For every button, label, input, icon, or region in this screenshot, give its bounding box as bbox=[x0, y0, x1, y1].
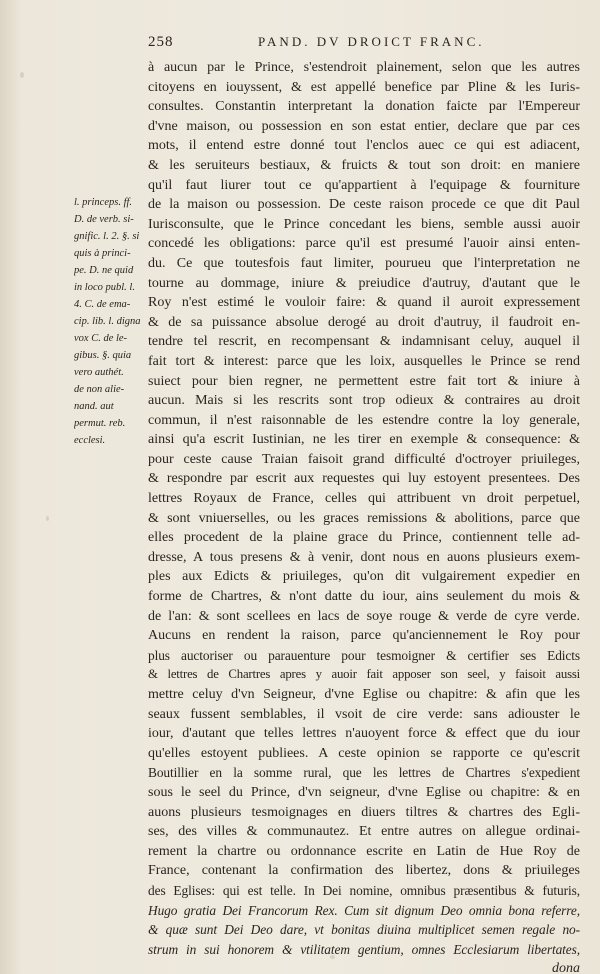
running-head: PAND. DV DROICT FRANC. bbox=[258, 34, 485, 49]
text-line: Aucuns en rendent la raison, parce qu'anciennement le Roy pour bbox=[148, 628, 580, 644]
text-line: & sont vniuerselles, ou les graces remissions & abolitions, parce que bbox=[148, 510, 580, 526]
text-line: Hugo gratia Dei Francorum Rex. Cum sit dignum Deo omnia bona referre, bbox=[148, 902, 580, 918]
text-line: iour, d'autant que telles lettres n'auoyent force & effect que du iour bbox=[148, 726, 580, 742]
text-line: forme de Chartres, & n'ont datte du iour, ains seulement du mois & bbox=[148, 589, 580, 605]
text-line: & respondre par escrit aux requestes qui luy estoyent presentees. Des bbox=[148, 471, 580, 487]
text-line: de l'an: & sont scellees en lacs de soye rouge & verde de cyre verde. bbox=[148, 608, 580, 624]
text-line: citoyens en iouyssent, & est appellé benefice par Pline & les Iuris- bbox=[148, 79, 580, 95]
text-line: auons plusieurs tesmoignages en diuers tiltres & chartres des Egli- bbox=[148, 804, 580, 820]
text-line: rement la chartre ou ordonnance escrite en Latin de Hue Roy de bbox=[148, 843, 580, 859]
text-line: seaux fussent semblables, il vsoit de cire verde: sans adiouster le bbox=[148, 706, 580, 722]
body-text bbox=[148, 58, 580, 974]
text-line: tourne au dommage, iniure & preiudice d'autruy, d'autant que le bbox=[148, 275, 580, 291]
text-line: fait tort & interest: parce que les loix, ausquelles le Prince se rend bbox=[148, 353, 580, 369]
text-line: plus auctoriser ou parauenture pour tesmoigner & certifier ses Edicts bbox=[148, 647, 580, 663]
margin-note: cip. lib. l. digna bbox=[74, 316, 141, 327]
text-line: du. Ce que toutesfois faut limiter, pourueu que l'interpretation ne bbox=[148, 255, 580, 271]
text-line: des Eglises: qui est telle. In Dei nomine, omnibus præsentibus & futuris, bbox=[148, 882, 580, 898]
margin-note: gibus. §. quia bbox=[74, 350, 132, 361]
catchword: dona bbox=[552, 961, 580, 974]
margin-note: vero authét. bbox=[74, 367, 124, 378]
text-line: lettres Royaux de France, celles qui attribuent vn droit perpetuel, bbox=[148, 491, 580, 507]
text-line: Roy n'est estimé le vouloir faire: & quand il auroit expressement bbox=[148, 295, 580, 311]
text-line: ses, des villes & communautez. Et entre autres on allegue ordinai- bbox=[148, 824, 580, 840]
margin-note: de non alie- bbox=[74, 384, 125, 395]
text-line: Boutillier en la somme rural, que les lettres de Chartres s'expedient bbox=[148, 765, 580, 781]
text-line: elles procedent de la plaine grace du Prince, contiennent telle ad- bbox=[148, 530, 580, 546]
text-line: aucun. Mais si les rescrits sont trop odieux & contraires au droit bbox=[148, 393, 580, 409]
page-number: 258 bbox=[148, 34, 174, 50]
text-line: mots, il entend estre donné tout l'enclos auec ce qui est adiacent, bbox=[148, 138, 580, 154]
margin-note: 4. C. de ema- bbox=[74, 299, 131, 310]
margin-note: vox C. de le- bbox=[74, 333, 128, 344]
text-line: à aucun par le Prince, s'estendroit plainement, selon que les autres bbox=[148, 60, 580, 75]
margin-note: gnific. l. 2. §. si bbox=[74, 231, 140, 242]
margin-note: permut. reb. bbox=[74, 418, 126, 429]
margin-note: pe. D. ne quid bbox=[74, 265, 134, 276]
text-line: mettre celuy d'vn Seigneur, d'vne Eglise ou chapitre: & afin que les bbox=[148, 687, 580, 702]
text-line: & quæ sunt Dei Deo dare, vt bonitas diuina multiplicet semen regale no- bbox=[148, 922, 580, 938]
margin-note: l. princeps. ff. bbox=[74, 197, 133, 208]
text-line: ples aux Edicts & priuileges, qu'on dit vulgairement expedier en bbox=[148, 569, 580, 585]
margin-notes bbox=[74, 194, 148, 449]
text-line: tendre tel rescrit, en recompensant & indamnisant celuy, auquel il bbox=[148, 334, 580, 350]
ink-spot bbox=[20, 72, 24, 78]
margin-note: quis à princi- bbox=[74, 248, 131, 259]
text-line: dresse, A tous presens & à venir, dont nous en auons plusieurs exem- bbox=[148, 549, 580, 565]
margin-note: nand. aut bbox=[74, 401, 114, 412]
text-line: d'vne maison, ou possession en son estat entier, declare que par ces bbox=[148, 118, 580, 134]
page-header bbox=[0, 34, 600, 54]
ink-spot bbox=[46, 516, 49, 521]
text-line: ainsi qu'a escrit Iustinian, ne les tirer en exemple & consequence: & bbox=[148, 432, 580, 448]
margin-note: in loco publ. l. bbox=[74, 282, 135, 293]
text-line: & les seruiteurs bestiaux, & fruicts & tout son droit: en maniere bbox=[148, 157, 580, 173]
text-line: qu'elles estoyent publiees. A ceste opinion se rapporte ce qu'escrit bbox=[148, 745, 580, 761]
text-line: consultes. Constantin interpretant la donation faicte par l'Empereur bbox=[148, 99, 580, 115]
text-line: & lettres de Chartres apres y auoir fait apposer son seel, y faisoit aussi bbox=[148, 667, 580, 682]
margin-note: ecclesi. bbox=[74, 435, 106, 446]
text-line: France, contenant la confirmation des libertez, dons & priuileges bbox=[148, 863, 580, 879]
text-line: Iurisconsulte, que le Prince concedant les biens, semble aussi auoir bbox=[148, 216, 580, 232]
text-line: de la maison ou possession. De ceste raison procede ce que dit Paul bbox=[148, 197, 580, 213]
text-line: commun, il n'est raisonnable de les estendre contre la loy generale, bbox=[148, 412, 580, 428]
margin-note: D. de verb. si- bbox=[74, 214, 134, 225]
text-line: & de sa puissance absolue derogé au droit d'autruy, il faudroit en- bbox=[148, 314, 580, 330]
text-line: suiect pour bien regner, ne permettent estre fait tort & iniure à bbox=[148, 373, 580, 389]
text-line: qu'il faut liurer tout ce qu'appartient à l'equipage & fourniture bbox=[148, 177, 580, 193]
text-line: sous le seel du Prince, d'vn seigneur, d'vne Eglise ou chapitre: & en bbox=[148, 784, 580, 800]
text-line: pour ceste cause Traian faisoit grand difficulté d'octroyer priuileges, bbox=[148, 451, 580, 467]
text-line: strum in sui honorem & vtilitatem gentium, omnes Ecclesiarum libertates, bbox=[148, 941, 580, 957]
text-line: concedé les obligations: parce qu'il est presumé l'auoir ainsi enten- bbox=[148, 236, 580, 252]
